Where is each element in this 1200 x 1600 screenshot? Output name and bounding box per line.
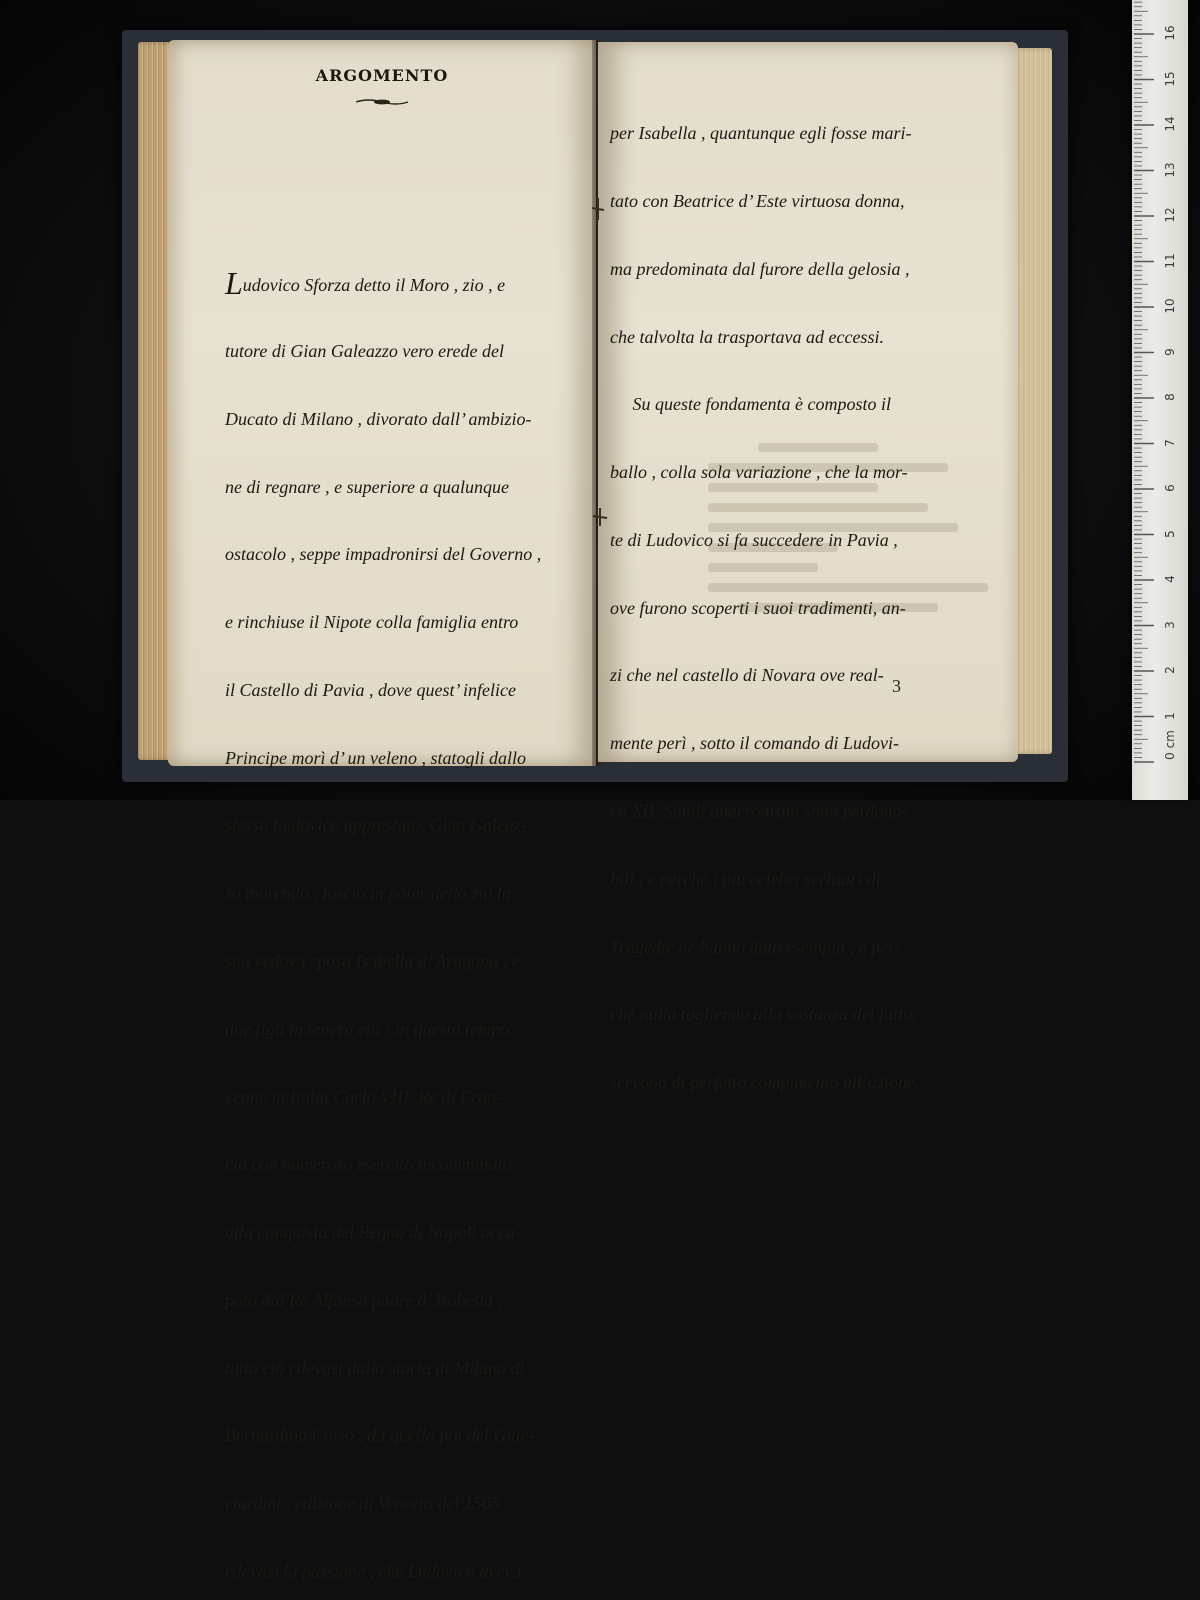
- drop-cap: L: [225, 265, 243, 302]
- text-line: zo morendo , lasciò in poter dello zio la: [225, 883, 511, 904]
- ruler-label: 13: [1163, 161, 1177, 178]
- text-line: bili , e perchè i più celebri scrittori di: [610, 868, 881, 889]
- text-line: mente perì , sotto il comando di Ludovi-: [610, 733, 899, 754]
- text-line: alla conquista del Regno di Napoli occu-: [225, 1222, 521, 1243]
- text-line: il Castello di Pavia , dove quest’ infelice: [225, 679, 516, 700]
- text-line: e rinchiuse il Nipote colla famiglia entro: [225, 612, 519, 633]
- text-line: Tragedie ne hanno dato esempio , e per-: [610, 936, 901, 957]
- text-line: Ducato di Milano , divorato dall’ ambizio-: [225, 408, 532, 429]
- right-page-edges: [1012, 48, 1052, 754]
- text-line: due figli in tenera età : in questo tempo: [225, 1018, 509, 1039]
- ruler-label: 1: [1163, 711, 1177, 720]
- text-line: zi che nel castello di Novara ove real-: [610, 665, 884, 686]
- ruler-label: 10: [1163, 298, 1177, 314]
- text-line: chè nulla togliendo alla sostanza del fatto,: [610, 1004, 917, 1025]
- text-line: Su queste fondamenta è composto il: [610, 394, 891, 415]
- text-line: ballo , colla sola variazione , che la mor-: [610, 462, 908, 483]
- text-line: ciardini , edizione di Venezia del 1565: [225, 1493, 500, 1514]
- text-line: tutore di Gian Galeazzo vero erede del: [225, 340, 504, 361]
- ruler-label: 11: [1163, 252, 1177, 269]
- right-page-text: [610, 77, 1010, 1139]
- ruler-label: 0 cm: [1163, 730, 1177, 760]
- text-line: co XII. Simili anacronismi sono perdona-: [610, 801, 908, 821]
- measuring-ruler: [1132, 0, 1188, 800]
- text-line: Ludovico Sforza detto il Moro , zio , e: [225, 265, 506, 302]
- text-line: servono di perfetto compimento all’azione.: [610, 1072, 920, 1093]
- text-line: ove furono scoperti i suoi tradimenti, an-: [610, 597, 906, 618]
- right-page: [598, 42, 1018, 1093]
- left-page-text: [225, 227, 595, 1600]
- text-line: Bernardino Corio , da quella poi del Guic-: [225, 1425, 535, 1446]
- page-heading: ARGOMENTO: [315, 66, 449, 85]
- text-line: te di Ludovico si fa succedere in Pavia ,: [610, 529, 898, 550]
- ruler-label: 16: [1163, 25, 1177, 41]
- text-line: tato con Beatrice d’ Este virtuosa donna,: [610, 190, 905, 211]
- text-line: ne di regnare , e superiore a qualunque: [225, 476, 509, 497]
- ruler-label: 7: [1163, 438, 1177, 447]
- binding-thread-icon: [590, 506, 610, 528]
- ruler-label: 5: [1163, 529, 1177, 538]
- text-line: tutto ciò rilevasi dalla storia di Milano di: [225, 1357, 525, 1378]
- ruler-label: 9: [1163, 347, 1177, 356]
- text-line: venne in Italia Carlo VIII. Re di Fran-: [225, 1086, 502, 1107]
- text-line: ostacolo , seppe impadronirsi del Governo ,: [225, 544, 542, 565]
- binding-thread-icon: [588, 196, 608, 222]
- ruler-label: 15: [1163, 70, 1177, 87]
- ruler-label: 4: [1163, 575, 1177, 583]
- text-line: per Isabella , quantunque egli fosse mari-: [610, 123, 912, 144]
- text-line: sua vedova sposa Isabella d’ Aragona , e: [225, 951, 520, 971]
- text-line: pato dal Re Alfonso padre d’ Isabella :: [225, 1289, 504, 1310]
- text-line: ma predominata dal furore della gelosia ,: [610, 258, 910, 279]
- ruler-label: 6: [1163, 484, 1177, 492]
- text-line: cia con numeroso esercito incamminato: [225, 1154, 512, 1175]
- page-number: 3: [892, 676, 901, 696]
- ruler-label: 12: [1163, 207, 1177, 223]
- text-line: stesso Ludovico apprestato. Gian Galeaz-: [225, 815, 527, 836]
- text-line: Principe morì d’ un veleno , statogli dallo: [225, 747, 526, 768]
- text-line: che talvolta la trasportava ad eccessi.: [610, 326, 884, 347]
- text-line: rilevasi la passione , che Ludovico aveva: [225, 1561, 522, 1582]
- ruler-label: 8: [1163, 393, 1177, 401]
- left-page: [168, 40, 596, 1582]
- ruler-label: 2: [1163, 666, 1177, 674]
- ornament-flourish-icon: [354, 98, 410, 106]
- ruler-label: 3: [1163, 620, 1177, 629]
- ruler-ticks: [1132, 0, 1188, 800]
- ruler-label: 14: [1163, 116, 1177, 132]
